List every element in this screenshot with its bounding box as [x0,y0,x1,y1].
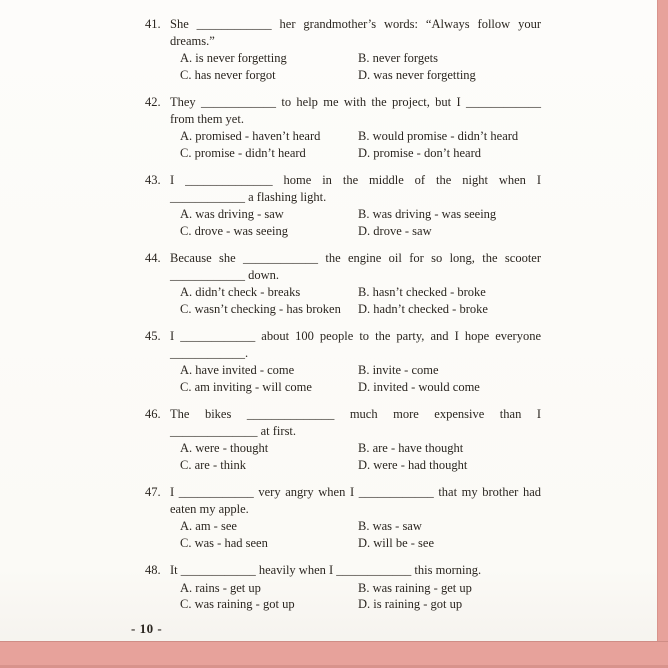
options-grid [180,128,541,161]
question-head [145,328,541,361]
option-a: A. have invited - come [180,363,295,377]
option-d: D. promise - don’t heard [358,145,482,160]
option-b: B. invite - come [358,363,439,377]
question-block-44 [145,250,541,317]
question-block-43 [145,172,541,239]
question-head [145,94,541,127]
option-a: A. didn’t check - breaks [180,285,301,299]
question-head [145,484,541,517]
option-b: B. hasn’t checked - broke [358,285,486,299]
question-number: 44. [145,251,161,265]
question-text: It ____________ heavily when I ____________ this morning. [170,563,482,577]
option-c: C. was raining - got up [180,597,295,611]
bottom-edge-cover-strip [0,641,668,668]
option-c: C. drove - was seeing [180,223,288,238]
option-c: C. are - think [180,457,246,472]
test-questions-section [145,16,541,624]
question-block-46 [145,406,541,473]
question-head [145,562,541,579]
options-grid [180,362,541,395]
option-a: A. am - see [180,519,237,533]
question-number: 41. [145,17,161,31]
option-c: C. wasn’t checking - has broken [180,301,341,316]
question-block-47 [145,484,541,551]
options-grid [180,50,541,83]
option-b: B. never forgets [358,51,438,65]
option-c: C. was - had seen [180,535,268,550]
question-number: 48. [145,563,161,577]
option-b: B. are - have thought [358,441,464,455]
question-text: I ____________ about 100 people to the party, and I hope everyone ____________. [170,329,541,360]
page-number: - 10 - [131,621,163,636]
option-d: D. will be - see [358,535,435,550]
option-a: A. was driving - saw [180,207,284,221]
option-b: B. would promise - didn’t heard [358,129,519,143]
option-a: A. promised - haven’t heard [180,129,321,143]
question-head [145,172,541,205]
option-b: B. was raining - get up [358,580,472,595]
option-a: A. were - thought [180,441,269,455]
options-grid [180,518,541,551]
option-d: D. were - had thought [358,457,468,472]
question-text: She ____________ her grandmother’s words: “Always follow your dreams.” [170,17,541,48]
options-grid [180,580,541,613]
question-block-41 [145,16,541,83]
option-d: D. drove - saw [358,223,432,238]
question-text: They ____________ to help me with the project, but I ____________ from them yet. [170,95,541,126]
question-head [145,406,541,439]
option-c: C. has never forgot [180,67,276,82]
question-text: Because she ____________ the engine oil for so long, the scooter ____________ down. [170,251,541,282]
question-text: I ______________ home in the middle of the night when I ____________ a flashing light. [170,173,541,204]
question-number: 46. [145,407,161,421]
question-block-45 [145,328,541,395]
option-b: B. was driving - was seeing [358,207,497,221]
option-d: D. hadn’t checked - broke [358,301,488,316]
question-number: 43. [145,173,161,187]
question-text: I ____________ very angry when I ____________ that my brother had eaten my apple. [170,485,541,516]
option-c: C. am inviting - will come [180,379,312,394]
option-a: A. rains - get up [180,580,261,595]
option-a: A. is never forgetting [180,51,287,65]
option-d: D. is raining - got up [358,597,463,611]
options-grid [180,440,541,473]
question-number: 47. [145,485,161,499]
options-grid [180,206,541,239]
option-d: D. was never forgetting [358,67,476,82]
option-b: B. was - saw [358,519,422,533]
question-head [145,250,541,283]
question-block-42 [145,94,541,161]
question-block-48 [145,562,541,613]
right-edge-cover-strip [657,0,668,668]
options-grid [180,284,541,317]
option-d: D. invited - would come [358,379,480,394]
question-head [145,16,541,49]
question-number: 45. [145,329,161,343]
question-number: 42. [145,95,161,109]
option-c: C. promise - didn’t heard [180,145,306,160]
question-text: The bikes ______________ much more expensive than I ______________ at first. [170,407,541,438]
